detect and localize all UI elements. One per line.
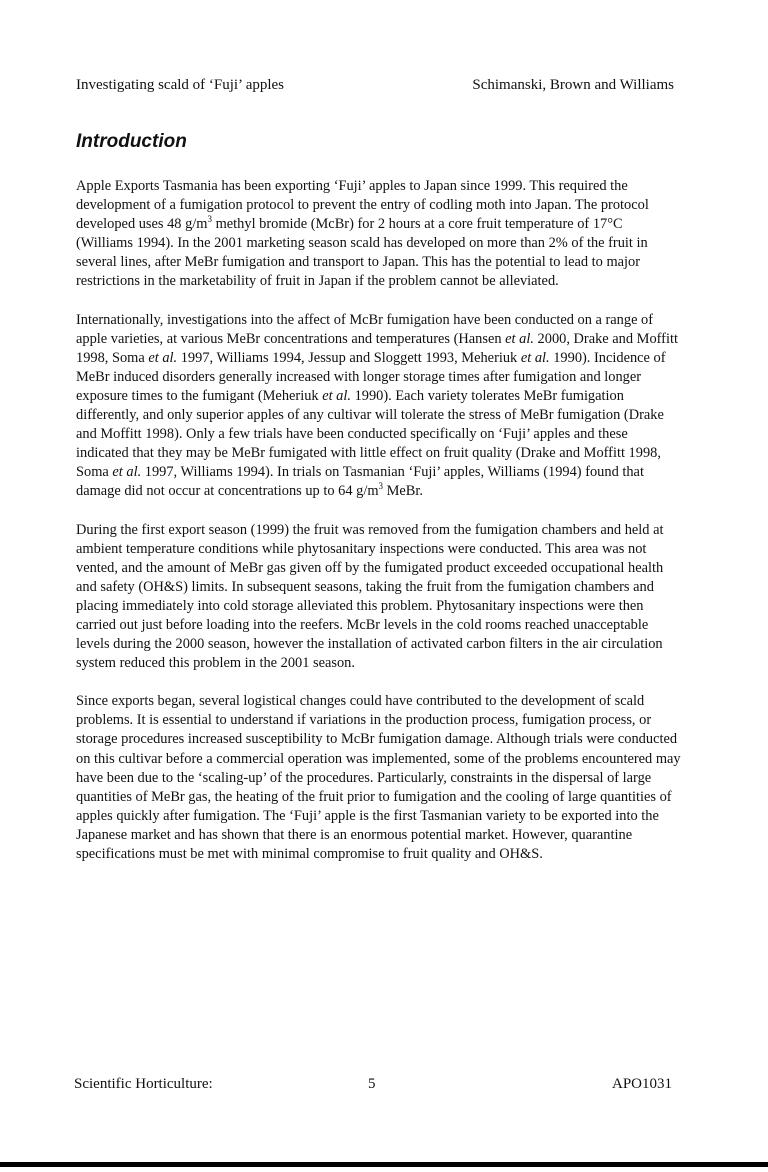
- footer-report-code: APO1031: [611, 1076, 672, 1092]
- page-number: 5: [368, 1076, 376, 1092]
- italic-run: et al.: [322, 387, 351, 404]
- italic-run: et al.: [148, 349, 178, 366]
- paragraph-4: Since exports began, several logistical changes could have contributed to the development of scald problems. It is essential to understand if variations in the production process, fumigation process, or storage procedures increased susceptibility to McBr fumigation damage. Although trials were conducted on this cultivar before a commercial operation was implemented, some of the problems encountered may have been due to the ‘scaling-up’ of the procedures. Particularly, constraints in the dispersal of large quantities of MeBr gas, the heating of the fruit prior to fumigation and the cooling of large quantities of apples quickly after fumigation. The ‘Fuji’ apple is the first Tasmanian variety to be exported into the Japanese market and has shown that there is an enormous potential market. However, quarantine specifications must be met with minimal compromise to fruit quality and OH&S.: [76, 693, 681, 862]
- superscript: 3: [378, 481, 384, 492]
- section-title: Introduction: [76, 131, 187, 152]
- text-run: Internationally, investigations into the affect of McBr fumigation have been conducted on a range of apple varieties, at various MeBr concentrations and temperatures (Hansen: [76, 311, 654, 347]
- body-text: [76, 177, 681, 883]
- text-run: methyl bromide (McBr) for 2 hours at a core fruit temperature of 17°C (Williams 1994). In the 2001 marketing season scald has developed on more than 2% of the fruit in several lines, after MeBr fumigation and transport to Japan. This has the potential to lead to major restrictions in the marketability of fruit in Japan if the problem cannot be alleviated.: [76, 216, 648, 290]
- paragraph-2: [76, 311, 681, 502]
- italic-run: et al.: [505, 330, 534, 347]
- italic-run: et al.: [112, 464, 142, 481]
- text-run: 1990). Incidence of MeBr induced disorders generally increased with longer storage times after fumigation and longer exposure times to the fumigant (Meheriuk: [76, 349, 666, 404]
- text-run: 1990). Each variety tolerates MeBr fumigation differently, and only superior apples of any cultivar will tolerate the stress of MeBr fumigation (Drake and Moffitt 1998). Only a few trials have been conducted specifically on ‘Fuji’ apples and these indicated that they may be MeBr fumigated with little effect on fruit quality (Drake and Moffitt 1998, Soma: [76, 387, 664, 481]
- text-run: 2000, Drake and Moffitt 1998, Soma: [76, 330, 678, 366]
- superscript: 3: [207, 214, 212, 225]
- paragraph-1: [76, 177, 681, 292]
- paragraph-3: During the first export season (1999) the fruit was removed from the fumigation chambers and held at ambient temperature conditions while phytosanitary inspections were conducted. This area was not vented, and the amount of MeBr gas given off by the fumigated product exceeded occupational health and safety (OH&S) limits. In subsequent seasons, taking the fruit from the fumigation chambers and placing immediately into cold storage alleviated this problem. Phytosanitary inspections were then carried out just before loading into the reefers. McBr levels in the cold rooms reached unacceptable levels during the 2000 season, however the installation of activated carbon filters in the air circulation system reduced this problem in the 2001 season.: [76, 521, 664, 672]
- running-footer: [74, 1075, 672, 1093]
- header-title: Investigating scald of ‘Fuji’ apples: [76, 77, 285, 93]
- running-header: [76, 76, 674, 94]
- header-authors: Schimanski, Brown and Williams: [472, 77, 674, 93]
- bottom-rule: [0, 1162, 768, 1167]
- footer-journal: Scientific Horticulture:: [74, 1076, 213, 1092]
- text-run: Apple Exports Tasmania has been exporting ‘Fuji’ apples to Japan since 1999. This required the development of a fumigation protocol to prevent the entry of codling moth into Japan. The protocol developed uses 48 g/m: [76, 178, 649, 233]
- italic-run: et al.: [520, 349, 550, 366]
- text-run: 1997, Williams 1994). In trials on Tasmanian ‘Fuji’ apples, Williams (1994) found that damage did not occur at concentrations up to 64 g/m: [76, 464, 644, 500]
- text-run: MeBr.: [383, 483, 424, 500]
- text-run: 1997, Williams 1994, Jessup and Sloggett 1993, Meheriuk: [177, 349, 521, 366]
